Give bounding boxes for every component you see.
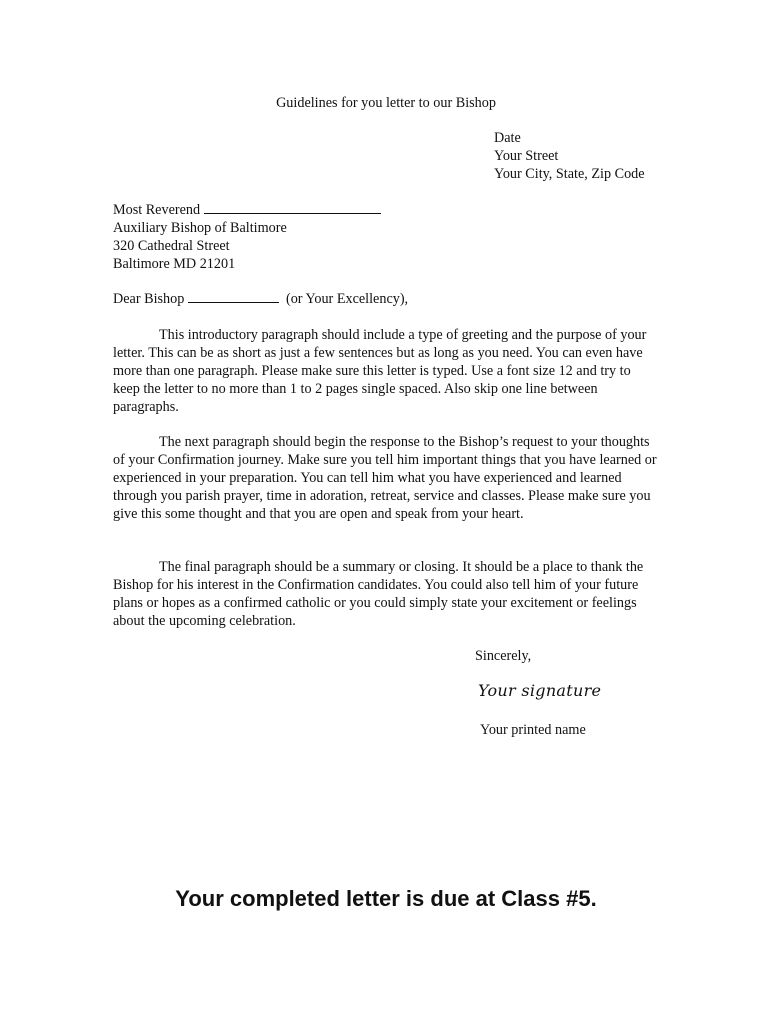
paragraph-body xyxy=(113,433,658,523)
letter-greeting xyxy=(113,290,408,308)
page-title: Guidelines for you letter to our Bishop xyxy=(276,95,496,111)
recipient-line-2: Auxiliary Bishop of Baltimore xyxy=(113,220,287,236)
paragraph-closing xyxy=(113,558,658,630)
due-notice: Your completed letter is due at Class #5. xyxy=(175,886,597,911)
greeting-suffix: (or Your Excellency), xyxy=(285,291,409,307)
signature-placeholder: Your signature xyxy=(478,681,602,700)
paragraph-text: The next paragraph should begin the response to the Bishop’s request to your thoughts of your Confirmation journey. Make sure you tell him important things that you have learned or experienced in your preparation. You can tell him what you have experienced and learned through you parish prayer, time in adoration, retreat, service and classes. Please make sure you give this some thought and that you are open and speak from your heart. xyxy=(113,434,657,522)
recipient-line-3: 320 Cathedral Street xyxy=(113,238,230,254)
sender-street: Your Street xyxy=(494,148,559,164)
recipient-name-blank xyxy=(204,201,381,214)
paragraph-text: This introductory paragraph should include a type of greeting and the purpose of your letter. This can be as short as just a few sentences but as long as you need. You can even have more than one paragraph. Please make sure this letter is typed. Use a font size 12 and try to keep the letter to no more than 1 to 2 pages single spaced. Also skip one line between paragraphs. xyxy=(113,327,647,415)
sender-city: Your City, State, Zip Code xyxy=(494,166,645,182)
letter-closing: Sincerely, xyxy=(475,648,532,664)
paragraph-text: The final paragraph should be a summary or closing. It should be a place to thank the Bishop for his interest in the Confirmation candidates. You could also tell him of your future plans or hopes as a confirmed catholic or you could simply state your excitement or feelings about the upcoming celebration. xyxy=(113,559,644,629)
sender-date: Date xyxy=(494,130,521,146)
sender-address-block xyxy=(494,129,645,183)
recipient-address-block xyxy=(113,201,381,273)
recipient-line-1 xyxy=(113,201,381,219)
greeting-name-blank xyxy=(188,290,279,303)
recipient-line-4: Baltimore MD 21201 xyxy=(113,256,236,272)
paragraph-intro xyxy=(113,326,658,416)
greeting-prefix: Dear Bishop xyxy=(113,291,185,307)
recipient-salutation-prefix: Most Reverend xyxy=(113,202,201,218)
printed-name-placeholder: Your printed name xyxy=(480,722,586,738)
